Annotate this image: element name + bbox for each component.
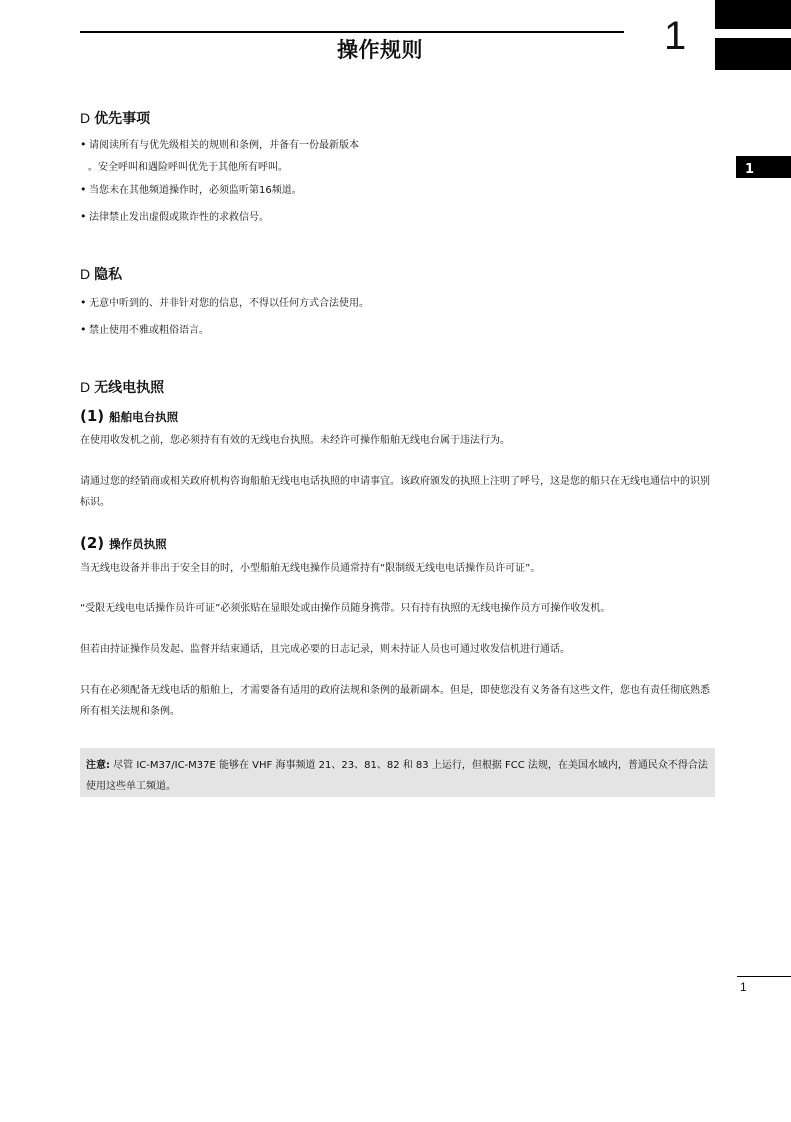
page-title: 操作规则 [337,38,423,62]
title-rule [80,31,624,33]
section-heading-license [80,377,164,397]
subsection-heading-operator-license [80,534,167,552]
priority-item-3: • 当您未在其他频道操作时，必须监听第16频道。 [80,183,302,198]
side-chapter-tab: 1 [736,156,791,178]
note-label: 注意: [86,760,110,771]
section-heading-privacy [80,264,122,284]
footer-rule [737,976,791,977]
section-marker: D [80,110,91,126]
subsection-heading-text: 操作员执照 [109,537,167,551]
subsection-number: (2) [80,534,105,552]
station-license-para-2: 请通过您的经销商或相关政府机构咨询船舶无线电电话执照的申请事宜。该政府颁发的执照上注明了呼号，这是您的船只在无线电通信中的识别标识。 [80,476,710,508]
note-box [80,748,715,797]
operator-license-para-2: “受限无线电电话操作员许可证”必须张贴在显眼处或由操作员随身携带。只有持有执照的无线电操作员方可操作收发机。 [80,603,611,614]
station-license-para-1: 在使用收发机之前，您必须持有有效的无线电台执照。未经许可操作船舶无线电台属于违法行为。 [80,435,510,446]
section-heading-priority [80,108,150,128]
priority-item-2: 。安全呼叫和遇险呼叫优先于其他所有呼叫。 [88,162,288,173]
operator-license-para-4: 只有在必须配备无线电话的船舶上，才需要备有适用的政府法规和条例的最新副本。但是，即使您没有义务备有这些文件，您也有责任彻底熟悉所有相关法规和条例。 [80,685,710,717]
operator-license-para-3: 但若由持证操作员发起、监督并结束通话，且完成必要的日志记录，则未持证人员也可通过收发信机进行通话。 [80,644,570,655]
subsection-number: (1) [80,407,105,425]
section-heading-text: 隐私 [94,267,123,283]
section-heading-text: 优先事项 [94,111,151,127]
chapter-tab-block-top [715,0,791,29]
chapter-tab-block-bottom [715,38,791,70]
privacy-item-1: • 无意中听到的、并非针对您的信息，不得以任何方式合法使用。 [80,296,369,311]
operator-license-para-1: 当无线电设备并非出于安全目的时，小型船舶无线电操作员通常持有“限制级无线电电话操作员许可证”。 [80,563,541,574]
subsection-heading-station-license [80,407,178,425]
note-text: 尽管 IC-M37/IC-M37E 能够在 VHF 海事频道 21、23、81、82 和 83 上运行，但根据 FCC 法规，在美国水域内，普通民众不得合法使用这些单工频道。 [86,760,708,792]
priority-item-4: • 法律禁止发出虚假或欺诈性的求救信号。 [80,210,269,225]
page-number: 1 [740,980,747,994]
section-marker: D [80,379,91,395]
section-marker: D [80,266,91,282]
privacy-item-2: • 禁止使用不雅或粗俗语言。 [80,323,209,338]
priority-item-1: • 请阅读所有与优先级相关的规则和条例，并备有一份最新版本 [80,138,359,153]
chapter-number: 1 [664,14,687,58]
subsection-heading-text: 船舶电台执照 [109,410,179,424]
section-heading-text: 无线电执照 [94,380,165,396]
